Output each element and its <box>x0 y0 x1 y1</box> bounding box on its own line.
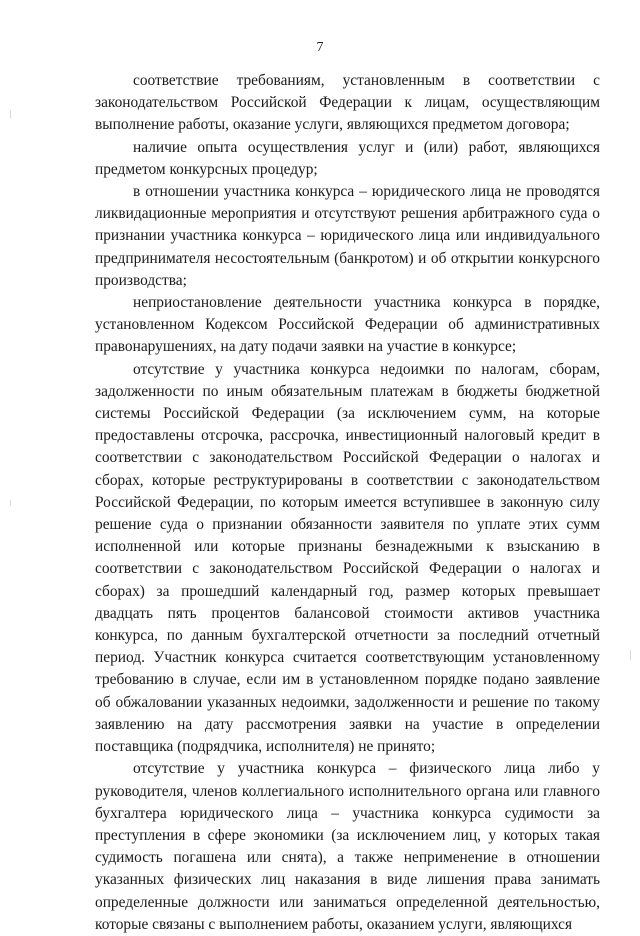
paragraph-no-liquidation: в отношении участника конкурса – юридического лица не проводятся ликвидационные мероприятия и отсутствуют решения арбитражного суда о признании участника конкурса – юридического лица или индивидуального предпринимателя несостоятельным (банкротом) и об открытии конкурсного производства; <box>95 183 600 289</box>
page-number: 7 <box>316 40 324 55</box>
right-margin-mark <box>630 650 631 660</box>
document-body <box>95 70 600 936</box>
paragraph-no-criminal-record: отсутствие у участника конкурса – физического лица либо у руководителя, членов коллегиального исполнительного органа или главного бухгалтера юридического лица – участника конкурса судимости за преступления в сфере экономики (за исключением лиц, у которых такая судимость погашена или снята), а также неприменение в отношении указанных физических лиц наказания в виде лишения права занимать определенные должности или заниматься определенной деятельностью, которые связаны с выполнением работы, оказанием услуги, являющихся <box>95 760 600 933</box>
left-margin-mark <box>10 500 11 506</box>
paragraph-experience: наличие опыта осуществления услуг и (или) работ, являющихся предметом конкурсных процедур; <box>95 138 600 178</box>
left-margin-mark <box>10 110 11 118</box>
paragraph-requirements-compliance: соответствие требованиям, установленным в соответствии с законодательством Российской Федерации к лицам, осуществляющим выполнение работы, оказание услуги, являющихся предметом договора; <box>95 72 600 134</box>
paragraph-no-suspension: неприостановление деятельности участника конкурса в порядке, установленном Кодексом Российской Федерации об административных правонарушениях, на дату подачи заявки на участие в конкурсе; <box>95 294 600 356</box>
paragraph-no-tax-arrears: отсутствие у участника конкурса недоимки по налогам, сборам, задолженности по иным обязательным платежам в бюджеты бюджетной системы Российской Федерации (за исключением сумм, на которые предоставлены отсрочка, рассрочка, инвестиционный налоговый кредит в соответствии с законодательством Российской Федерации о налогах и сборах, которые реструктурированы в соответствии с законодательством Российской Федерации, по которым имеется вступившее в законную силу решение суда о признании обязанности заявителя по уплате этих сумм исполненной или которые признаны безнадежными к взысканию в соответствии с законодательством Российской Федерации о налогах и сборах) за прошедший календарный год, размер которых превышает двадцать пять процентов балансовой стоимости активов участника конкурса, по данным бухгалтерской отчетности за последний отчетный период. Участник конкурса считается соответствующим установленному требованию в случае, если им в установленном порядке подано заявление об обжаловании указанных недоимки, задолженности и решение по такому заявлению на дату рассмотрения заявки на участие в определении поставщика (подрядчика, исполнителя) не принято; <box>95 360 600 756</box>
